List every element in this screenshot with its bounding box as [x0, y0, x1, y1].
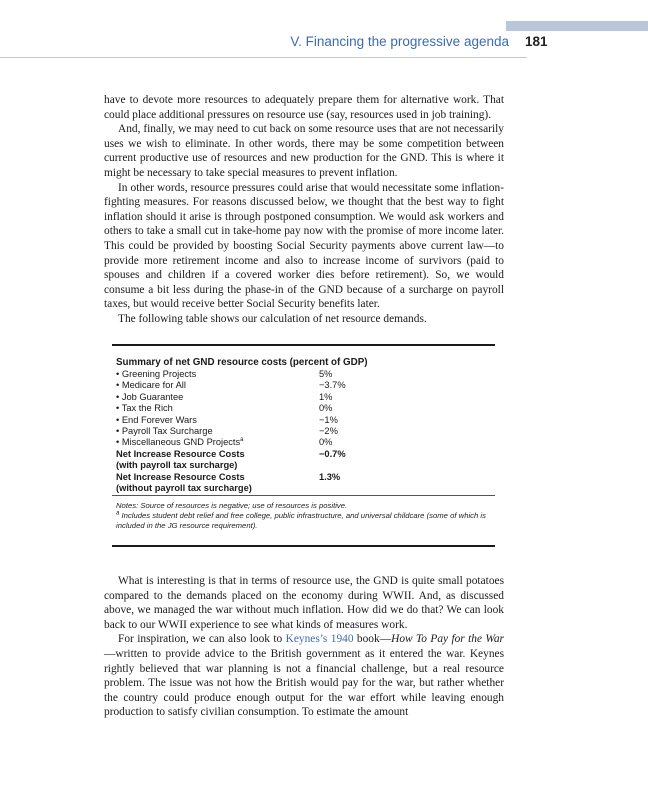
book-title: How To Pay for the War	[391, 633, 504, 646]
table-bottom-rule	[112, 545, 495, 547]
paragraph-text: book—	[353, 633, 392, 646]
paragraph	[104, 632, 504, 720]
total-label: Net Increase Resource Costs	[116, 448, 245, 459]
paragraph-text: —written to provide advice to the British government as it entered the war. Keynes rightly believed that war planning is not a financial challenge, but a real resource problem. The issue was not how the British would pay for the war, but rather whether the country could produce enough output for the war effort while leaving enough production to satisfy civilian consumption. To estimate the amount	[104, 647, 504, 719]
body-text-bottom	[104, 574, 504, 720]
row-label: • End Forever Wars	[116, 414, 197, 425]
table-row	[112, 426, 495, 437]
row-value: 1%	[319, 391, 333, 402]
row-value: −3.7%	[319, 380, 346, 391]
total-value: 1.3%	[319, 471, 341, 482]
header-accent-bar	[506, 21, 648, 31]
row-value: 0%	[319, 403, 333, 414]
row-label: • Medicare for All	[116, 380, 186, 391]
row-value: 5%	[319, 369, 333, 379]
row-value: −2%	[319, 426, 338, 437]
row-value: 0%	[319, 437, 333, 448]
table-total-row	[112, 449, 495, 460]
keynes-citation-link[interactable]: Keynes’s 1940	[285, 633, 354, 646]
row-label: • Tax the Rich	[116, 403, 173, 414]
row-label: • Greening Projects	[116, 369, 197, 379]
row-value: −1%	[319, 414, 338, 425]
running-head: V. Financing the progressive agenda	[290, 34, 509, 49]
total-label-sub: (without payroll tax surcharge)	[116, 483, 252, 494]
footnote-marker: a	[116, 510, 120, 517]
paragraph: have to devote more resources to adequately prepare them for alternative work. That could place additional pressures on resource use (say, resources used in job training).	[104, 94, 504, 121]
body-text-top	[104, 93, 504, 327]
total-label: Net Increase Resource Costs	[116, 471, 245, 482]
row-label	[116, 437, 319, 448]
table-total-row	[112, 472, 495, 483]
paragraph: What is interesting is that in terms of resource use, the GND is quite small potatoes compared to the demands placed on the economy during WWII. And, as discussed above, we managed the war without much inflation. How did we do that? We can look back to our WWII experience to see what kinds of measures work.	[104, 575, 504, 631]
paragraph: The following table shows our calculation of net resource demands.	[118, 312, 427, 325]
footnote-marker: a	[240, 437, 244, 444]
resource-cost-table	[112, 344, 495, 547]
row-label: • Job Guarantee	[116, 391, 184, 402]
notes-line: Notes: Source of resources is negative; use of resources is positive.	[116, 501, 348, 511]
table-total-row-sub	[112, 460, 495, 471]
total-label-sub: (with payroll tax surcharge)	[116, 460, 238, 471]
table-row	[112, 392, 495, 403]
footnote	[116, 511, 495, 531]
table-title: Summary of net GND resource costs (percent of GDP)	[116, 357, 368, 368]
table-row	[112, 369, 495, 380]
table-row	[112, 415, 495, 426]
table-notes-rule	[112, 495, 495, 496]
row-label-text: • Miscellaneous GND Projects	[116, 437, 241, 448]
table-row	[112, 437, 495, 448]
total-value: −0.7%	[319, 448, 346, 459]
table-notes	[112, 501, 495, 531]
page-number: 181	[525, 34, 548, 49]
footnote-text: Includes student debt relief and free college, public infrastructure, and universal childcare (some of which is included in the JG resource requirement).	[116, 511, 486, 531]
row-label: • Payroll Tax Surcharge	[116, 426, 213, 437]
table-row	[112, 403, 495, 414]
table-total-row-sub	[112, 483, 495, 494]
paragraph: And, finally, we may need to cut back on some resource uses that are not necessarily uses we wish to eliminate. In other words, there may be some competition between current productive use of resources and new production for the GND. This is where it might be necessary to take special measures to prevent inflation.	[104, 123, 504, 179]
table-top-rule	[112, 344, 495, 346]
paragraph: In other words, resource pressures could arise that would necessitate some inflation-fighting measures. For reasons discussed below, we thought that the best way to fight inflation should it arise is through postponed consumption. We would ask workers and others to take a small cut in take-home pay now with the promise of more income later. This could be provided by boosting Social Security payments above current law—to provide more retirement income and also to increase income of survivors (paid to spouses and children if a covered worker dies before retirement). So, we would consume a bit less during the phase-in of the GND because of a surcharge on payroll taxes, but would receive better Social Security benefits later.	[104, 181, 504, 311]
header-rule	[0, 57, 527, 58]
paragraph-text: For inspiration, we can also look to	[118, 633, 286, 646]
table-row	[112, 380, 495, 391]
